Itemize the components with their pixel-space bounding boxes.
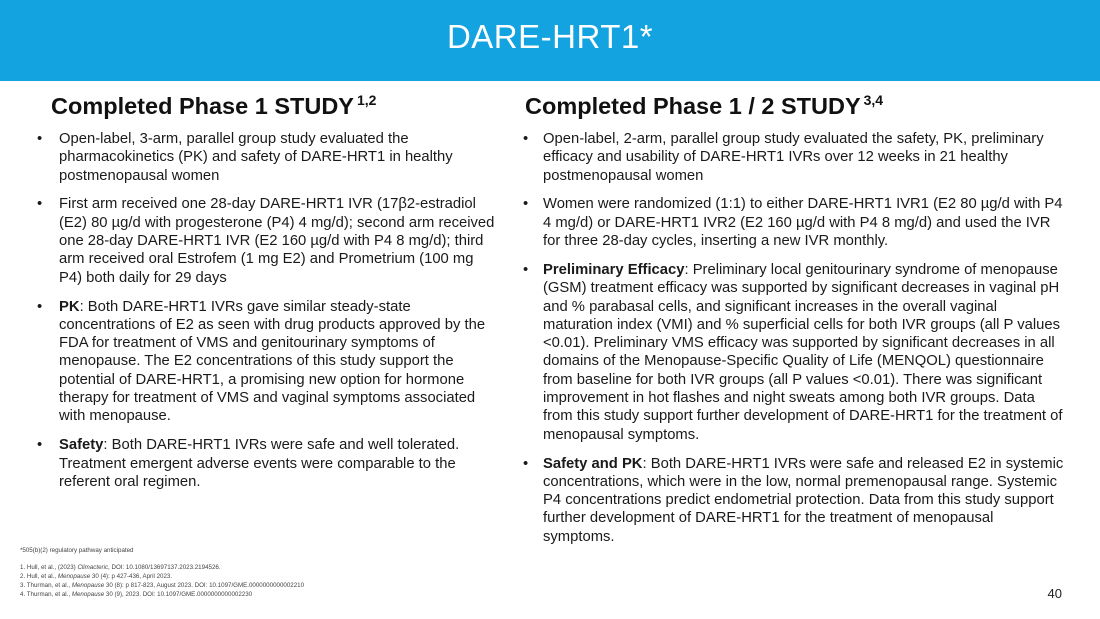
reference-1 bbox=[20, 564, 440, 573]
bullet-text: First arm received one 28-day DARE-HRT1 IVR (17β2-estradiol (E2) 80 µg/d with progesterone (P4) 4 mg/d); second arm received one 28-day DARE-HRT1 IVR (E2 160 µg/d with P4 8 mg/d); third arm received oral Estrofem (1 mg E2) and Prometrium (100 mg P4) both daily for 29 days bbox=[59, 196, 495, 286]
bullet-text: : Preliminary local genitourinary syndrome of menopause (GSM) treatment efficacy was supported by significant decreases in vaginal pH and % parabasal cells, and significant increases in the overall vaginal maturation index (VMI) and % superficial cells for both IVR groups (all P values <0.01). Preliminary VMS efficacy was supported by significant decreases in all domains of the Menopause-Specific Quality of Life (MENQOL) questionnaire from baseline for both IVR groups (all P values <0.01). There was significant improvement in hot flashes and night sweats among both IVR groups. Data from this study support further development of DARE-HRT1 for the treatment of menopausal symptoms. bbox=[543, 261, 1063, 443]
right-column bbox=[525, 92, 1065, 557]
bullet-bold: Safety bbox=[59, 437, 104, 454]
ref-post: 30 (9), 2023. DOI: 10.1097/GME.0000000000002230 bbox=[104, 590, 253, 598]
ref-post: 30 (8): p 817-823, August 2023. DOI: 10.1097/GME.0000000000002210 bbox=[104, 581, 305, 589]
regulatory-note: *505(b)(2) regulatory pathway anticipated bbox=[20, 547, 134, 554]
bullet-text: Open-label, 3-arm, parallel group study evaluated the pharmacokinetics (PK) and safety of DARE-HRT1 in healthy postmenopausal women bbox=[59, 131, 453, 184]
bullet-text: : Both DARE-HRT1 IVRs were safe and well tolerated. Treatment emergent adverse events were comparable to the referent oral regimen. bbox=[59, 437, 460, 490]
bullet-icon: • bbox=[523, 196, 529, 213]
bullet-item bbox=[37, 298, 495, 426]
bullet-text: Women were randomized (1:1) to either DARE-HRT1 IVR1 (E2 80 µg/d with P4 4 mg/d) or DARE-HRT1 IVR2 (E2 160 µg/d with P4 8 mg/d) and used the IVR for three 28-day cycles, inserting a new IVR monthly. bbox=[543, 196, 1063, 250]
bullet-icon: • bbox=[523, 131, 529, 147]
left-bullet-list bbox=[37, 130, 495, 491]
right-heading bbox=[525, 92, 1065, 120]
ref-journal: Menopause bbox=[71, 590, 105, 598]
page-number: 40 bbox=[1047, 586, 1062, 601]
bullet-item bbox=[523, 195, 1065, 250]
bullet-text: Open-label, 2-arm, parallel group study evaluated the safety, PK, preliminary efficacy and usability of DARE-HRT1 IVRs over 12 weeks in 21 healthy postmenopausal women bbox=[543, 131, 1044, 184]
bullet-icon: • bbox=[37, 196, 43, 213]
bullet-item bbox=[37, 130, 495, 185]
bullet-bold: Preliminary Efficacy bbox=[543, 261, 685, 278]
bullet-item bbox=[523, 261, 1065, 444]
reference-4 bbox=[20, 591, 440, 600]
bullet-icon: • bbox=[523, 261, 529, 278]
ref-journal: Climacteric bbox=[77, 563, 109, 571]
ref-journal: Menopause bbox=[71, 581, 105, 589]
slide-title: DARE-HRT1* bbox=[446, 17, 654, 55]
reference-3 bbox=[20, 582, 440, 591]
bullet-item bbox=[37, 195, 495, 286]
bullet-text: : Both DARE-HRT1 IVRs gave similar steady-state concentrations of E2 as seen with drug products approved by the FDA for treatment of VMS and genitourinary symptoms of menopause. The E2 concentrations of this study support the potential of DARE-HRT1, a promising new option for hormone therapy for treatment of VMS and vaginal symptoms associated with menopause. bbox=[59, 298, 486, 425]
bullet-icon: • bbox=[523, 455, 529, 472]
ref-pre: 2. Hull, et al., bbox=[20, 572, 58, 580]
left-heading bbox=[51, 92, 495, 120]
bullet-item bbox=[37, 436, 495, 491]
bullet-icon: • bbox=[37, 131, 43, 147]
bullet-icon: • bbox=[37, 298, 43, 315]
ref-pre: 1. Hull, et al., (2023) bbox=[20, 563, 78, 571]
bullet-text: : Both DARE-HRT1 IVRs were safe and released E2 in systemic concentrations, which were in the low, normal premenopausal range. Systemic P4 concentrations predict endometrial protection. Data from this study support further development of DARE-HRT1 for the treatment of menopausal symptoms. bbox=[543, 455, 1064, 545]
left-heading-text: Completed Phase 1 STUDY bbox=[51, 93, 354, 119]
bullet-bold: Safety and PK bbox=[543, 455, 643, 472]
left-column bbox=[37, 92, 495, 502]
ref-post: 30 (4): p 427-436, April 2023. bbox=[90, 572, 173, 580]
footnotes bbox=[20, 547, 440, 600]
ref-pre: 3. Thurman, et al., bbox=[20, 581, 72, 589]
bullet-bold: PK bbox=[59, 298, 80, 315]
left-heading-sup: 1,2 bbox=[356, 92, 377, 108]
ref-pre: 4. Thurman, et al., bbox=[20, 590, 72, 598]
bullet-icon: • bbox=[37, 437, 43, 454]
ref-journal: Menopause bbox=[57, 572, 91, 580]
right-bullet-list bbox=[523, 130, 1065, 546]
ref-post: , DOI: 10.1080/13697137.2023.2194526. bbox=[108, 563, 221, 571]
bullet-item bbox=[523, 130, 1065, 185]
bullet-item bbox=[523, 455, 1065, 546]
right-heading-text: Completed Phase 1 / 2 STUDY bbox=[525, 93, 861, 119]
reference-2 bbox=[20, 573, 440, 582]
title-banner bbox=[0, 0, 1100, 81]
right-heading-sup: 3,4 bbox=[863, 92, 884, 108]
